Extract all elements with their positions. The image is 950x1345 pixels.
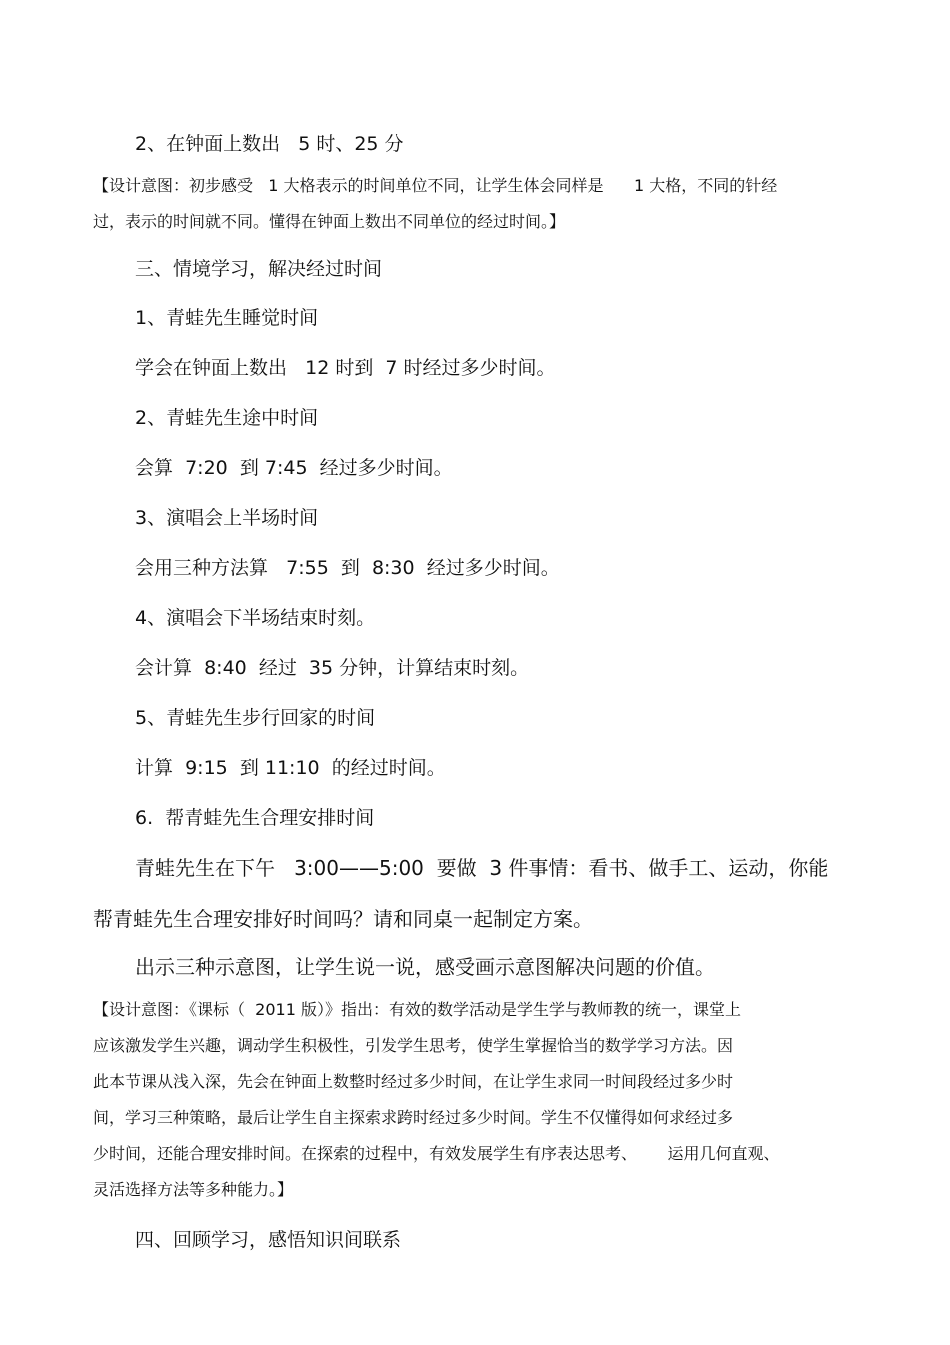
- design-intent-note-2-line-5: 少时间，还能合理安排时间。在探索的过程中，有效发展学生有序表达思考、 运用几何直观、: [93, 1144, 780, 1163]
- item-3-heading: 3、演唱会上半场时间: [135, 507, 319, 529]
- design-intent-note-2-line-3: 此本节课从浅入深，先会在钟面上数整时经过多少时间，在让学生求同一时间段经过多少时: [93, 1072, 734, 1091]
- item-1-heading: 1、青蛙先生睡觉时间: [135, 307, 319, 329]
- item-3-text: 会用三种方法算 7:55 到 8:30 经过多少时间。: [135, 557, 560, 579]
- item-6-heading: 6. 帮青蛙先生合理安排时间: [135, 807, 375, 829]
- item-4-text: 会计算 8:40 经过 35 分钟，计算结束时刻。: [135, 657, 530, 679]
- design-intent-note-1-line-1: 【设计意图：初步感受 1 大格表示的时间单位不同，让学生体会同样是 1 大格，不同的针经: [93, 176, 778, 195]
- item-2-text: 会算 7:20 到 7:45 经过多少时间。: [135, 457, 453, 479]
- item-2-heading: 2、青蛙先生途中时间: [135, 407, 319, 429]
- item-1-text: 学会在钟面上数出 12 时到 7 时经过多少时间。: [135, 357, 556, 379]
- design-intent-note-2-line-1: 【设计意图：《课标（ 2011 版）》指出：有效的数学活动是学生学与教师教的统一，课堂上: [93, 1000, 741, 1019]
- section-3-heading: 三、情境学习，解决经过时间: [135, 258, 383, 280]
- item-5-heading: 5、青蛙先生步行回家的时间: [135, 707, 376, 729]
- design-intent-note-1-line-2: 过，表示的时间就不同。懂得在钟面上数出不同单位的经过时间。】: [93, 212, 566, 231]
- section-4-heading: 四、回顾学习，感悟知识间联系: [135, 1229, 402, 1251]
- item-5-text: 计算 9:15 到 11:10 的经过时间。: [135, 757, 446, 779]
- item-4-heading: 4、演唱会下半场结束时刻。: [135, 607, 376, 629]
- item-6-text-line-1: 青蛙先生在下午 3:00——5:00 要做 3 件事情：看书、做手工、运动，你能: [135, 856, 829, 880]
- design-intent-note-2-line-6: 灵活选择方法等多种能力。】: [93, 1180, 294, 1199]
- item-2-count-on-clock: 2、在钟面上数出 5 时、25 分: [135, 133, 404, 155]
- design-intent-note-2-line-2: 应该激发学生兴趣，调动学生积极性，引发学生思考，使学生掌握恰当的数学学习方法。因: [93, 1036, 734, 1055]
- item-6-text-line-2: 帮青蛙先生合理安排好时间吗？请和同桌一起制定方案。: [93, 907, 593, 931]
- show-diagrams-text: 出示三种示意图，让学生说一说，感受画示意图解决问题的价值。: [135, 955, 715, 979]
- design-intent-note-2-line-4: 间，学习三种策略，最后让学生自主探索求跨时经过多少时间。学生不仅懂得如何求经过多: [93, 1108, 734, 1127]
